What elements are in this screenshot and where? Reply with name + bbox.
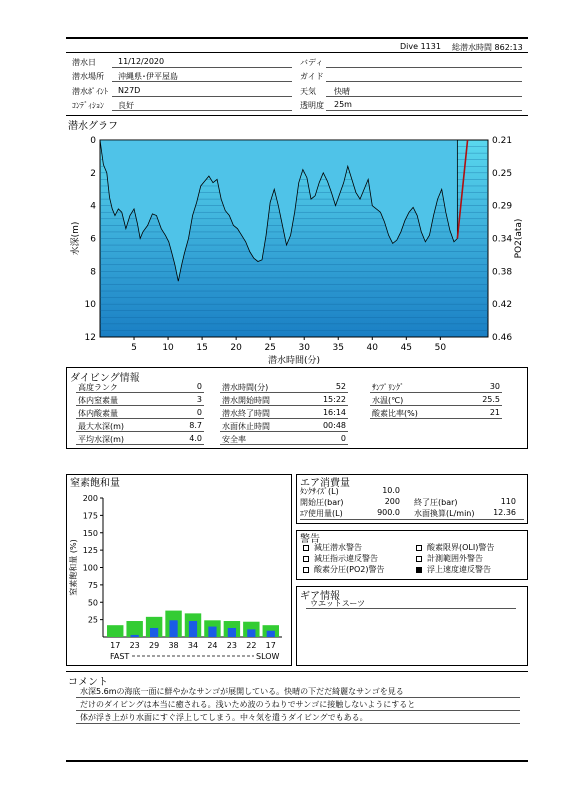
diving-info-underline xyxy=(220,431,348,432)
header-rule xyxy=(66,37,528,39)
y2-tick-label: 0.42 xyxy=(492,300,513,311)
comment-line-1: 水深5.6mの海底一面に鮮やかなサンゴが展開している。快晴の下だだ綺麗なサンゴを見る xyxy=(80,687,404,696)
total-dive-time: 総潜水時間 862:13 xyxy=(452,43,523,52)
x-axis-ticks xyxy=(131,337,446,353)
diving-info-underline xyxy=(220,405,348,406)
buddy-label: バディ xyxy=(300,58,324,67)
y-tick-label: 4 xyxy=(90,201,96,212)
end-pressure-value: 110 xyxy=(500,497,516,506)
comment-underline-1 xyxy=(76,697,520,698)
n2-category-label: 17 xyxy=(110,641,121,650)
diving-info-label: 潜水時間(分) xyxy=(222,383,269,392)
end-pressure-label: 終了圧(bar) xyxy=(414,498,458,507)
y2-tick-label: 0.21 xyxy=(492,136,513,146)
y2-tick-label: 0.25 xyxy=(492,168,513,179)
dive-number: Dive 1131 xyxy=(400,42,441,51)
diving-info-underline xyxy=(76,392,204,393)
n2-category-label: 29 xyxy=(149,641,160,650)
diving-info-value: 8.7 xyxy=(189,421,202,430)
warning-label: 酸素分圧(PO2)警告 xyxy=(314,565,385,574)
header-divider xyxy=(66,52,528,53)
y-tick-label: 0 xyxy=(90,136,96,146)
x-tick-label: 10 xyxy=(162,343,174,353)
comment-underline-2 xyxy=(76,710,520,711)
diving-info-underline xyxy=(370,418,502,419)
warning-item xyxy=(416,553,483,564)
y-tick-label: 6 xyxy=(90,234,96,245)
condition-label: ｺﾝﾃﾞｨｼｮﾝ xyxy=(72,101,104,110)
n2-bar-blue xyxy=(247,629,255,637)
diving-info-label: 高度ランク xyxy=(78,383,118,392)
y-tick-label: 2 xyxy=(90,168,96,179)
dive-profile-chart xyxy=(66,130,528,370)
checkbox-icon xyxy=(303,556,309,562)
diving-info-value: 0 xyxy=(196,382,202,391)
footer-rule xyxy=(66,760,528,762)
x-tick-label: 45 xyxy=(400,343,413,353)
condition-underline xyxy=(112,110,292,111)
n2-category-label: 34 xyxy=(187,641,199,650)
n2-y-tick-label: 50 xyxy=(87,598,98,608)
n2-bar-green xyxy=(126,621,142,637)
y2-tick-label: 0.38 xyxy=(492,267,513,278)
air-used-value: 900.0 xyxy=(377,508,400,517)
n2-y-tick-label: 125 xyxy=(82,546,98,556)
diving-info-value: 0 xyxy=(340,434,346,443)
n2-category-label: 23 xyxy=(129,641,140,650)
diving-info-label: 水温(℃) xyxy=(372,396,404,405)
warning-item xyxy=(416,542,494,553)
x-tick-label: 30 xyxy=(298,343,310,353)
air-used-label: ｴｱ使用量(L) xyxy=(300,509,343,518)
visibility-value: 25m xyxy=(334,100,352,109)
y-tick-label: 12 xyxy=(84,333,96,343)
n2-category-label: 24 xyxy=(207,641,218,650)
weather-label: 天気 xyxy=(300,87,316,96)
slow-label: SLOW xyxy=(256,652,280,661)
comment-line-2: だけのダイビングは本当に癒される。浅いため波のうねりでサンゴに接触しないようにすると xyxy=(80,700,416,709)
diving-info-label: 安全率 xyxy=(222,435,246,444)
diving-info-underline xyxy=(370,392,502,393)
gear-value: ウエットスーツ xyxy=(310,599,366,608)
comment-title: コメント xyxy=(68,677,108,688)
place-underline xyxy=(112,81,292,82)
x-tick-label: 20 xyxy=(230,343,242,353)
air-underline xyxy=(300,519,524,520)
checkbox-icon xyxy=(303,567,309,573)
diving-info-underline xyxy=(76,431,204,432)
buddy-underline xyxy=(326,67,522,68)
n2-bar-blue xyxy=(150,628,158,637)
point-underline xyxy=(112,96,292,97)
guide-underline xyxy=(326,81,522,82)
diving-info-value: 0 xyxy=(196,408,202,417)
n2-bar-blue xyxy=(267,631,275,637)
place-label: 潜水場所 xyxy=(72,72,104,81)
diving-info-label: 体内窒素量 xyxy=(78,396,118,405)
n2-category-label: 23 xyxy=(226,641,237,650)
gear-underline xyxy=(306,608,516,609)
warning-label: 酸素限界(OLI)警告 xyxy=(427,543,495,552)
diving-info-underline xyxy=(220,392,348,393)
n2-bar-blue xyxy=(169,620,177,637)
diving-info-label: 潜水開始時間 xyxy=(222,396,270,405)
diving-info-value: 52 xyxy=(335,382,346,391)
diving-info-label: 最大水深(m) xyxy=(78,422,125,431)
comment-line-3: 体が浮き上がり水面にすぐ浮上してしまう。中々気を遣うダイビングでもある。 xyxy=(80,713,368,722)
point-label: 潜水ﾎﾟｲﾝﾄ xyxy=(72,87,108,96)
n2-category-label: 17 xyxy=(265,641,276,650)
graph-title: 潜水グラフ xyxy=(68,121,118,132)
warning-item xyxy=(303,564,384,575)
n2-bar-green xyxy=(107,625,123,637)
diving-info-label: ｻﾝﾌﾟﾘﾝｸﾞ xyxy=(372,383,404,392)
diving-info-underline xyxy=(76,405,204,406)
tank-label: ﾀﾝｸｻｲｽﾞ(L) xyxy=(300,487,339,496)
fast-label: FAST xyxy=(110,652,130,661)
surface-rate-label: 水面換算(L/min) xyxy=(414,509,475,518)
diving-info-label: 水面休止時間 xyxy=(222,422,270,431)
diving-info-value: 4.0 xyxy=(189,434,202,443)
y2-axis-label: PO2(ata) xyxy=(514,218,524,259)
y-axis-ticks xyxy=(85,136,97,343)
n2-bar-blue xyxy=(131,635,139,637)
tank-value: 10.0 xyxy=(382,486,400,495)
n2-y-tick-label: 100 xyxy=(82,563,98,573)
condition-value: 良好 xyxy=(118,101,134,110)
n2-saturation-chart xyxy=(66,488,292,664)
diving-info-value: 25.5 xyxy=(482,395,500,404)
n2-bar-blue xyxy=(208,627,216,637)
x-tick-label: 5 xyxy=(131,343,137,353)
n2-y-tick-label: 25 xyxy=(87,615,98,625)
y2-tick-label: 0.29 xyxy=(492,201,513,212)
n2-axes xyxy=(83,494,282,637)
y-axis-label: 水深(m) xyxy=(71,221,81,256)
diving-info-label: 体内酸素量 xyxy=(78,409,118,418)
warning-label: 減圧潜水警告 xyxy=(314,543,362,552)
dive-date: 11/12/2020 xyxy=(118,57,165,66)
diving-info-label: 潜水終了時間 xyxy=(222,409,270,418)
diving-info-underline xyxy=(220,444,348,445)
diving-info-label: 平均水深(m) xyxy=(78,435,125,444)
checkbox-icon xyxy=(416,556,422,562)
n2-bar-blue xyxy=(228,628,236,637)
warning-label: 減圧指示違反警告 xyxy=(314,554,378,563)
start-pressure-value: 200 xyxy=(384,497,400,506)
weather-underline xyxy=(326,96,522,97)
n2-y-tick-label: 175 xyxy=(82,511,98,521)
diving-info-title: ダイビング情報 xyxy=(70,373,140,384)
x-axis-label: 潜水時間(分) xyxy=(267,356,321,366)
visibility-label: 透明度 xyxy=(300,101,324,110)
n2-bars xyxy=(107,611,279,637)
x-tick-label: 50 xyxy=(434,343,447,353)
start-pressure-label: 開始圧(bar) xyxy=(300,498,344,507)
visibility-underline xyxy=(326,110,522,111)
diving-info-underline xyxy=(220,418,348,419)
gear-title: ギア情報 xyxy=(300,591,340,602)
diving-info-value: 30 xyxy=(489,382,500,391)
dive-point: N27D xyxy=(118,86,141,95)
diving-info-value: 21 xyxy=(489,408,500,417)
n2-bar-blue xyxy=(189,621,197,637)
guide-label: ガイド xyxy=(300,72,324,81)
surface-rate-value: 12.36 xyxy=(493,508,516,517)
diving-info-value: 3 xyxy=(196,395,202,404)
n2-y-tick-label: 75 xyxy=(87,580,98,590)
air-title: エア消費量 xyxy=(300,478,350,489)
checkbox-icon xyxy=(303,545,309,551)
diving-info-value: 00:48 xyxy=(322,421,346,430)
warning-label: 計測範囲外警告 xyxy=(427,554,483,563)
dive-place: 沖縄県･伊平屋島 xyxy=(118,72,178,81)
x-tick-label: 25 xyxy=(264,343,276,353)
weather-value: 快晴 xyxy=(334,87,350,96)
n2-title: 窒素飽和量 xyxy=(70,478,120,489)
y-tick-label: 8 xyxy=(90,267,96,278)
diving-info-label: 酸素比率(%) xyxy=(372,409,418,418)
diving-info-value: 15:22 xyxy=(322,395,346,404)
graph-top-rule xyxy=(66,115,528,116)
n2-y-tick-label: 200 xyxy=(82,494,98,503)
diving-info-value: 16:14 xyxy=(322,408,346,417)
n2-category-label: 22 xyxy=(246,641,257,650)
x-tick-label: 40 xyxy=(366,343,379,353)
date-underline xyxy=(112,67,292,68)
date-label: 潜水日 xyxy=(72,58,96,67)
warning-item xyxy=(416,564,491,575)
x-tick-label: 15 xyxy=(196,343,208,353)
diving-info-underline xyxy=(76,418,204,419)
y-tick-label: 10 xyxy=(84,300,96,311)
n2-category-label: 38 xyxy=(168,641,179,650)
comment-top-rule xyxy=(66,671,528,672)
warning-label: 浮上速度違反警告 xyxy=(427,565,491,574)
y2-tick-label: 0.46 xyxy=(492,333,513,343)
n2-category-labels xyxy=(110,641,276,650)
x-tick-label: 35 xyxy=(332,343,344,353)
y2-tick-label: 0.34 xyxy=(492,234,513,245)
diving-info-underline xyxy=(76,444,204,445)
checkbox-icon xyxy=(416,567,422,573)
checkbox-icon xyxy=(416,545,422,551)
n2-y-axis-label: 窒素飽和量 (%) xyxy=(69,539,78,596)
warning-item xyxy=(303,553,378,564)
warning-item xyxy=(303,542,362,553)
y2-axis-ticks xyxy=(492,136,512,343)
comment-underline-3 xyxy=(76,723,520,724)
diving-info-underline xyxy=(370,405,502,406)
warnings-title: 警告 xyxy=(300,534,320,545)
n2-y-tick-label: 150 xyxy=(82,528,98,538)
